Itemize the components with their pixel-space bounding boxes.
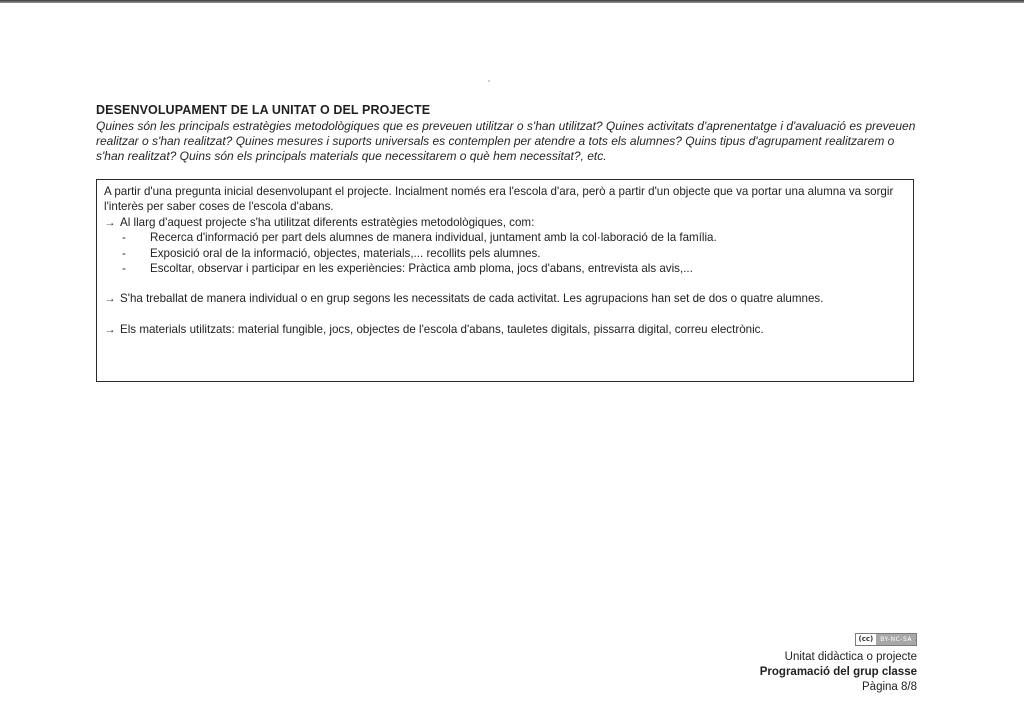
grouping-line: [104, 291, 905, 306]
dash-bullet-icon: -: [122, 262, 126, 276]
intro-paragraph: A partir d'una pregunta inicial desenvolupant el projecte. Incialment només era l'escola d'ara, però a partir d'un objecte que va portar una alumna va sorgir l'interès per saber coses de l'escola d'abans.: [104, 185, 894, 214]
strategy-text: Exposició oral de la informació, objectes, materials,... recollits pels alumnes.: [150, 246, 541, 260]
dash-bullet-icon: -: [122, 246, 126, 260]
scan-speck: [488, 80, 490, 82]
license-type: BY-NC-SA: [876, 634, 916, 645]
section-header: [96, 103, 916, 164]
section-guiding-questions: Quines són les principals estratègies metodològiques que es preveuen utilitzar o s'han utilitzat? Quines activitats d'aprenentatge i d'avaluació es preveuen realitzar o s'han realitzat? Quines mesures i suports universals es contemplen per atendre a tots els alumnes? Quins tipus d'agrupament realitzarem o s'han realitzat? Quins són els principals materials que necessitarem o què hem necessitat?, etc.: [96, 119, 916, 163]
strategies-intro-line: [104, 215, 905, 230]
materials-text: Els materials utilitzats: material fungible, jocs, objectes de l'escola d'abans, tauletes digitals, pissarra digital, correu electrònic.: [120, 322, 764, 336]
arrow-right-icon: →: [104, 215, 116, 229]
spacer: [104, 276, 905, 291]
section-title: DESENVOLUPAMENT DE LA UNITAT O DEL PROJECTE: [96, 103, 431, 117]
license-badge-row: [760, 631, 917, 650]
page-footer: [760, 631, 917, 695]
spacer: [104, 307, 905, 322]
cc-logo-icon: (cc): [856, 634, 877, 645]
creative-commons-license-icon: [855, 633, 917, 646]
page-number: Pàgina 8/8: [862, 681, 917, 693]
materials-line: [104, 322, 905, 337]
grouping-text: S'ha treballat de manera individual o en grup segons les necessitats de cada activitat. Les agrupacions han set de dos o quatre alumnes.: [120, 292, 824, 306]
dash-bullet-icon: -: [122, 231, 126, 245]
footer-programming-label: Programació del grup classe: [759, 666, 917, 678]
list-item: [122, 261, 905, 276]
content-box: [96, 179, 914, 382]
footer-unit-label: Unitat didàctica o projecte: [784, 651, 917, 663]
strategy-text: Recerca d'informació per part dels alumnes de manera individual, juntament amb la col·laboració de la família.: [150, 231, 717, 245]
list-item: [122, 230, 905, 245]
strategies-list: [104, 230, 905, 276]
arrow-right-icon: →: [104, 322, 116, 336]
list-item: [122, 246, 905, 261]
strategies-intro: Al llarg d'aquest projecte s'ha utilitzat diferents estratègies metodològiques, com:: [120, 215, 535, 229]
strategy-text: Escoltar, observar i participar en les experiències: Pràctica amb ploma, jocs d'abans, entrevista als avis,...: [150, 262, 693, 276]
scan-top-edge: [0, 0, 1024, 3]
arrow-right-icon: →: [104, 292, 116, 306]
